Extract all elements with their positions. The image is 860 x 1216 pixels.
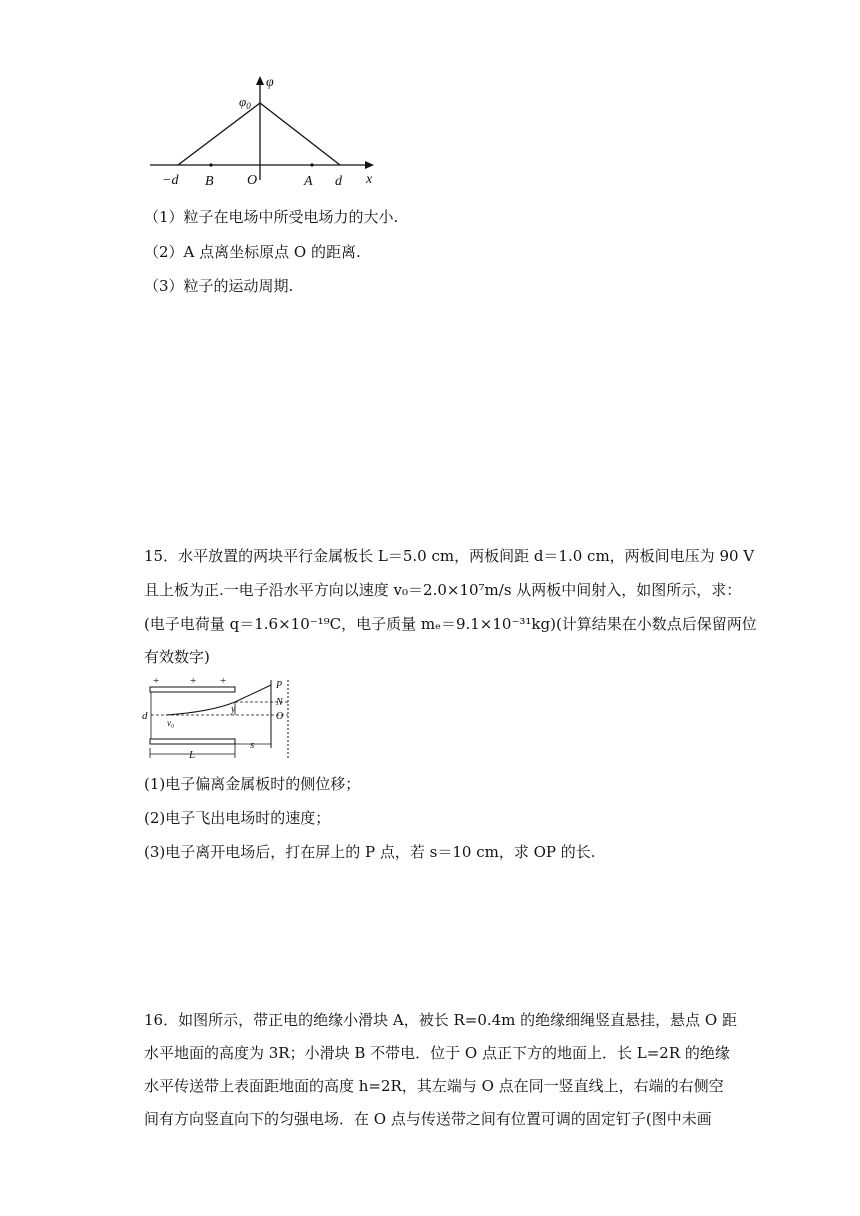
plus-sign: + [220,675,227,687]
b-label: B [205,174,214,189]
v0-label: v₀ [167,718,175,728]
q15-line4: 有效数字) [144,648,210,666]
q14-sub2: （2）A 点离坐标原点 O 的距离. [144,243,361,261]
point-b [209,163,212,166]
q15-sub2: (2)电子飞出电场时的速度； [144,809,331,827]
q15-sub3: (3)电子离开电场后，打在屏上的 P 点，若 s＝10 cm，求 OP 的长. [144,843,596,861]
phi0-label: $\varphi_0$ [239,94,251,111]
q16-line3: 水平传送带上表面距地面的高度 h=2R，其左端与 O 点在同一竖直线上，右端的右侧空 [144,1077,724,1095]
q15-line1: 15．水平放置的两块平行金属板长 L＝5.0 cm，两板间距 d＝1.0 cm，两板间电压为 90 V [144,547,755,565]
q16-line2: 水平地面的高度为 3R；小滑块 B 不带电．位于 O 点正下方的地面上．长 L=2R 的绝缘 [144,1044,730,1062]
a-label: A [304,174,313,189]
upper-plate [150,687,235,692]
q16-line1: 16．如图所示，带正电的绝缘小滑块 A，被长 R=0.4m 的绝缘细绳竖直悬挂，悬点 O 距 [144,1011,738,1029]
q15-line3: (电子电荷量 q＝1.6×10⁻¹⁹C，电子质量 mₑ＝9.1×10⁻³¹kg)(计算结果在小数点后保留两位 [144,615,757,633]
q14-sub1: （1）粒子在电场中所受电场力的大小. [144,208,399,226]
s-label: s [250,739,255,751]
d-label: d [142,710,148,722]
x-axis-arrow [365,161,374,169]
q15-sub1: (1)电子偏离金属板时的侧位移； [144,775,361,793]
potential-graph [140,70,385,195]
left-slope [178,103,260,165]
q16-line4: 间有方向竖直向下的匀强电场．在 O 点与传送带之间有位置可调的固定钉子(图中未画 [144,1110,712,1128]
q14-sub3: （3）粒子的运动周期. [144,277,294,295]
neg-d-label: −d [162,173,179,188]
p-label: P [276,680,283,691]
n-label: N [276,697,283,708]
plus-sign: + [153,675,160,687]
plus-sign: + [190,675,197,687]
q15-line2: 且上板为正.一电子沿水平方向以速度 v₀＝2.0×10⁷m/s 从两板中间射入，如图所示，求： [144,581,742,599]
lower-plate [150,739,235,744]
right-slope [260,103,340,165]
phi-label: φ [266,75,274,90]
electron-trajectory [166,685,271,715]
o-label: O [276,711,284,722]
phi-axis-arrow [256,76,264,85]
point-a [310,163,313,166]
l-label: L [189,749,196,761]
o-label: O [247,173,258,188]
parallel-plates-figure [140,674,300,762]
x-label: x [366,172,373,187]
d-label: d [335,174,342,189]
y-label: y [231,704,236,715]
